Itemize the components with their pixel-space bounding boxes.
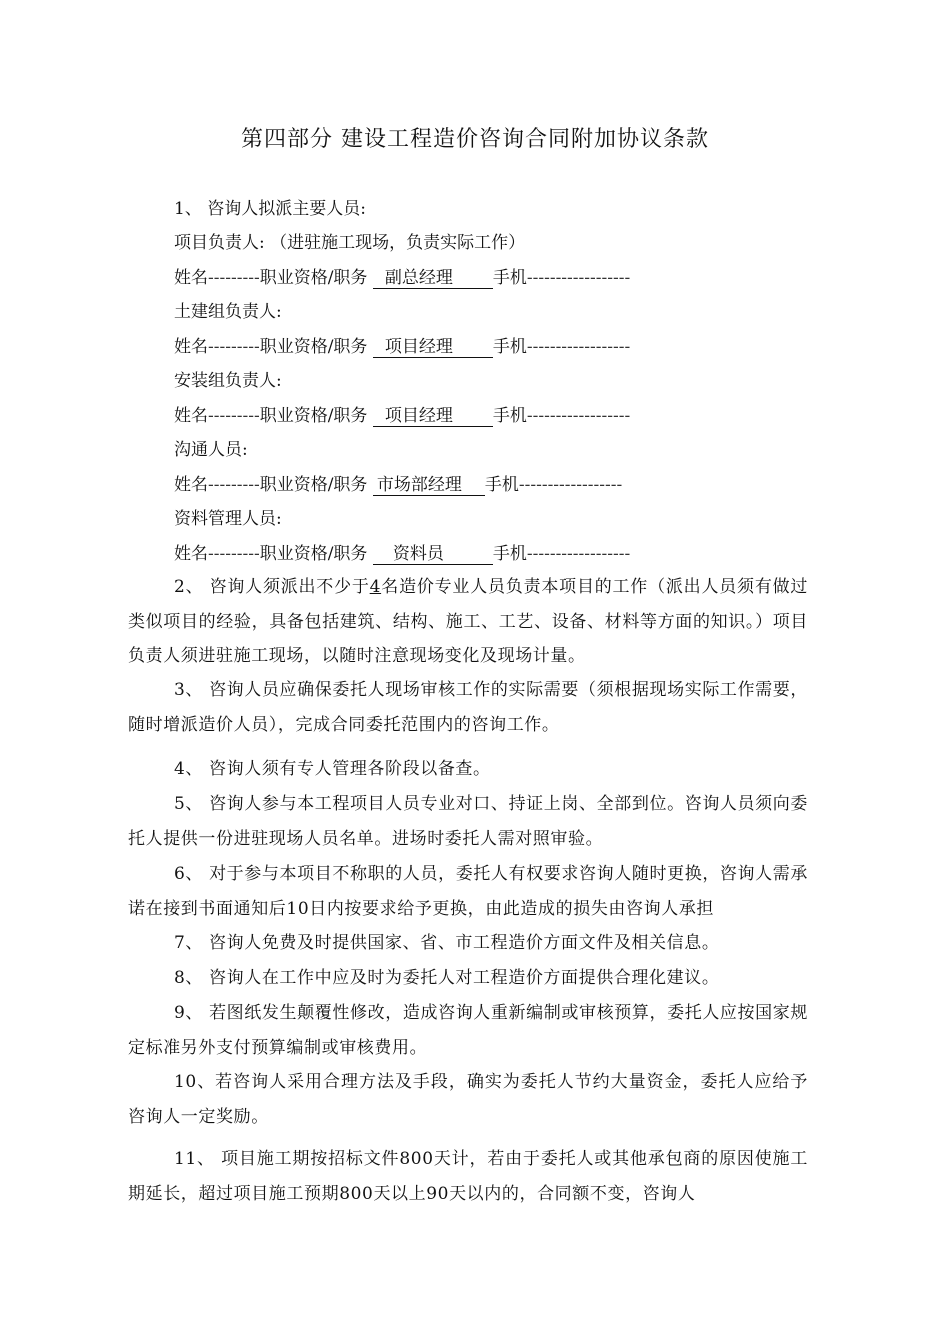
staff-title-1: 副总经理 [373,268,493,289]
clause-7: 7、 咨询人免费及时提供国家、省、市工程造价方面文件及相关信息。 [174,933,720,953]
staff-title-5: 资料员 [373,544,493,565]
phone-label: 手机 [484,475,519,495]
staff-row-3 [174,405,630,427]
phone-blank: ------------------ [526,406,631,426]
qual-label: 职业资格/职务 [259,268,368,288]
clause-11: 11、 项目施工期按招标文件800天计，若由于委托人或其他承包商的原因使施工期延长，超过项目施工预期800天以上90天以内的，合同额不变，咨询人 [128,1149,808,1204]
staff-row-2 [174,336,630,358]
name-label: 姓名 [174,475,208,495]
phone-blank: ------------------ [526,337,631,357]
clause-2 [128,570,808,674]
clause-3: 3、 咨询人员应确保委托人现场审核工作的实际需要（须根据现场实际工作需要，随时增派造价人员），完成合同委托范围内的咨询工作。 [128,680,808,735]
name-blank: --------- [208,544,260,564]
staff-role-3: 安装组负责人: [174,371,282,391]
name-label: 姓名 [174,337,208,357]
phone-label: 手机 [492,337,527,357]
qual-label: 职业资格/职务 [259,406,368,426]
clause-6: 6、 对于参与本项目不称职的人员，委托人有权要求咨询人随时更换，咨询人需承诺在接到书面通知后10日内按要求给予更换，由此造成的损失由咨询人承担 [128,864,808,919]
clause-10: 10、若咨询人采用合理方法及手段，确实为委托人节约大量资金，委托人应给予咨询人一定奖励。 [128,1072,808,1127]
qual-label: 职业资格/职务 [259,544,368,564]
phone-blank: ------------------ [518,475,623,495]
phone-blank: ------------------ [526,544,631,564]
clause-2-prefix: 2、 咨询人须派出不少于 [174,577,370,597]
staff-role-2: 土建组负责人: [174,302,282,322]
staff-role-5: 资料管理人员: [174,509,282,529]
phone-label: 手机 [492,268,527,288]
staff-row-5 [174,543,630,565]
staff-role-1: 项目负责人: （进驻施工现场，负责实际工作） [174,233,526,253]
clause-4: 4、 咨询人须有专人管理各阶段以备查。 [174,759,491,779]
name-blank: --------- [208,406,260,426]
phone-label: 手机 [492,544,527,564]
clause-2-count: 4 [369,577,382,597]
staff-row-1 [174,267,630,289]
staff-row-4 [174,474,622,496]
staff-title-2: 项目经理 [373,337,493,358]
section-1-heading: 1、 咨询人拟派主要人员: [174,199,366,219]
name-blank: --------- [208,337,260,357]
qual-label: 职业资格/职务 [259,475,368,495]
name-label: 姓名 [174,268,208,288]
staff-title-3: 项目经理 [373,406,493,427]
phone-blank: ------------------ [526,268,631,288]
name-label: 姓名 [174,406,208,426]
qual-label: 职业资格/职务 [259,337,368,357]
clause-9: 9、 若图纸发生颠覆性修改，造成咨询人重新编制或审核预算，委托人应按国家规定标准另外支付预算编制或审核费用。 [128,1003,808,1058]
page-title: 第四部分 建设工程造价咨询合同附加协议条款 [241,127,709,152]
name-blank: --------- [208,475,260,495]
clause-8: 8、 咨询人在工作中应及时为委托人对工程造价方面提供合理化建议。 [174,968,720,988]
clause-5: 5、 咨询人参与本工程项目人员专业对口、持证上岗、全部到位。咨询人员须向委托人提供一份进驻现场人员名单。进场时委托人需对照审验。 [128,794,808,849]
staff-title-4: 市场部经理 [373,475,485,496]
name-label: 姓名 [174,544,208,564]
phone-label: 手机 [492,406,527,426]
clause-2-text: 名造价专业人员负责本项目的工作（派出人员须有做过类似项目的经验，具备包括建筑、结构、施工、工艺、设备、材料等方面的知识。）项目负责人须进驻施工现场，以随时注意现场变化及现场计量。 [128,577,808,666]
staff-role-4: 沟通人员: [174,440,248,460]
name-blank: --------- [208,268,260,288]
